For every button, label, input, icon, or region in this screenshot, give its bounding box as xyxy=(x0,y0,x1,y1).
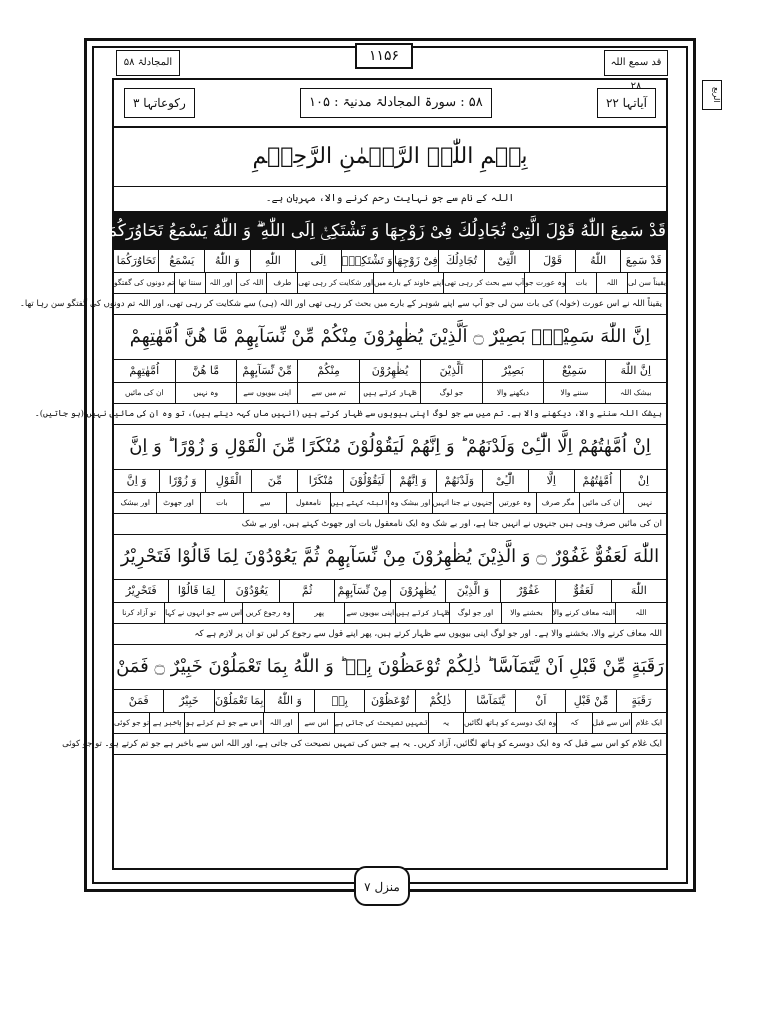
arabic-word-cell: مِنْكُمْ xyxy=(297,360,358,382)
arabic-word-cell: اِلَّا xyxy=(528,470,574,492)
urdu-gloss-cell: سنتا تھا xyxy=(174,273,205,293)
urdu-gloss-cell: نہیں xyxy=(623,493,666,513)
arabic-word-cell: اللّٰهُ xyxy=(575,250,621,272)
urdu-gloss-cell: ظہار کرتے ہیں xyxy=(395,603,449,623)
urdu-gloss-cell: وہ رجوع کریں xyxy=(242,603,293,623)
arabic-verse-line: اِنْ اُمَّهٰتُهُمْ اِلَّا الّٰٓـِٔیْ وَلَدْنَهُمْ ؕ وَ اِنَّهُمْ لَیَقُوْلُوْنَ مُنْكَرًا مِّنَ الْقَوْلِ وَ زُوْرًا ؕ وَ اِنَّ xyxy=(114,425,666,470)
urdu-gloss-cell: یہ xyxy=(428,713,463,733)
urdu-translation-line: بیشک اللہ سننے والا، دیکھنے والا ہے۔ تم میں سے جو لوگ اپنی بیویوں سے ظہار کرتے ہیں (انہیں ماں کہہ دیتے ہیں)، تو وہ ان کی مائیں نہیں (ہو جاتیں)۔ xyxy=(114,404,666,425)
urdu-gloss-cell: اللہ xyxy=(615,603,666,623)
surah-title-band xyxy=(114,80,666,128)
urdu-gloss-cell: اور جھوٹ xyxy=(156,493,199,513)
word-grid xyxy=(114,580,666,603)
surah-title: ۵۸ : سورۃ المجادلۃ مدنیۃ : ۱۰۵ xyxy=(300,88,492,118)
side-tab-label: الربع xyxy=(702,80,722,110)
arabic-word-cell: اللّٰهِ xyxy=(250,250,296,272)
arabic-word-cell: یَّتَمَآسَّا xyxy=(465,690,515,712)
arabic-word-cell: تَحَاوُرَكُمَا xyxy=(116,254,156,267)
urdu-gloss-cell: بیشک اللہ xyxy=(605,383,666,403)
urdu-gloss-cell: اس سے xyxy=(298,713,333,733)
arabic-word-cell: غَفُوْرٌ xyxy=(500,580,555,602)
urdu-gloss-cell: اور بیشک وہ xyxy=(388,493,431,513)
arabic-word-cell: مِّنْ نِّسَآىٕهِمْ xyxy=(236,360,297,382)
urdu-gloss-cell: ان کی مائیں xyxy=(579,493,622,513)
urdu-gloss-cell: مگر صرف xyxy=(536,493,579,513)
manzil-label: منزل ۷ xyxy=(354,866,410,906)
arabic-word-cell: فِیْ زَوْجِهَا xyxy=(393,250,439,272)
gloss-grid xyxy=(114,603,666,624)
urdu-gloss-cell: اس سے جو تم کرتے ہو xyxy=(184,713,263,733)
urdu-translation-line: اللہ معاف کرنے والا، بخشنے والا ہے۔ اور جو لوگ اپنی بیویوں سے ظہار کرتے ہیں، پھر اپنے قول سے رجوع کر لیں تو ان پر لازم ہے کہ xyxy=(114,624,666,645)
word-grid xyxy=(114,690,666,713)
urdu-translation-line: ایک غلام کو اس سے قبل کہ وہ ایک دوسرے کو ہاتھ لگائیں، آزاد کریں۔ یہ ہے جس کی تمہیں نصیحت کی جاتی ہے، اور اللہ اس سے باخبر ہے جو تم کرتے ہو۔ تو جو کوئی xyxy=(114,734,666,755)
arabic-word-cell: ذٰلِكُمْ xyxy=(415,690,465,712)
arabic-word-cell: الَّتِیْ xyxy=(484,250,530,272)
urdu-gloss-cell: تم میں سے xyxy=(297,383,358,403)
urdu-gloss-cell: ظہار کرتے ہیں xyxy=(359,383,420,403)
urdu-gloss-cell: سے xyxy=(243,493,286,513)
urdu-gloss-cell: اللہ کی xyxy=(236,273,267,293)
urdu-gloss-cell: بات xyxy=(565,273,596,293)
arabic-word-cell: اَلَّذِیْنَ xyxy=(420,360,481,382)
arabic-word-cell: قَوْلَ xyxy=(529,250,575,272)
urdu-gloss-cell: اپنی بیویوں سے xyxy=(236,383,297,403)
arabic-word-cell: مِّنْ قَبْلِ xyxy=(565,690,615,712)
arabic-word-cell: وَ الَّذِیْنَ xyxy=(445,580,500,602)
urdu-gloss-cell: البتہ معاف کرنے والا xyxy=(552,603,615,623)
urdu-gloss-cell: اللہ xyxy=(596,273,627,293)
arabic-word-cell: اَنْ xyxy=(515,690,565,712)
arabic-word-cell: یُظٰهِرُوْنَ xyxy=(359,360,420,382)
urdu-translation-line: یقیناً اللہ نے اس عورت (خولہ) کی بات سن لی جو آپ سے اپنے شوہر کے بارے میں بحث کر رہی تھی اور اللہ (ہی) سے شکایت کر رہی تھی، اور اللہ تم دونوں کی گفتگو سن رہا تھا۔ xyxy=(114,294,666,315)
urdu-gloss-cell: نامعقول xyxy=(286,493,329,513)
urdu-gloss-cell: کہ xyxy=(556,713,591,733)
urdu-gloss-cell: طرف xyxy=(266,273,297,293)
urdu-gloss-cell: جنہوں نے جنا انہیں xyxy=(432,493,493,513)
gloss-grid xyxy=(114,383,666,404)
arabic-word-cell: مِّنَ xyxy=(251,470,297,492)
urdu-gloss-cell: وہ نہیں xyxy=(175,383,236,403)
urdu-gloss-cell: ان کی مائیں xyxy=(125,388,164,397)
urdu-gloss-cell: اس سے قبل xyxy=(592,713,631,733)
arabic-word-cell: یَسْمَعُ xyxy=(158,250,204,272)
urdu-gloss-cell: وہ ایک دوسرے کو ہاتھ لگائیں xyxy=(463,713,556,733)
arabic-word-cell: بِمَا تَعْمَلُوْنَ xyxy=(214,690,264,712)
arabic-word-cell: مَّا هُنَّ xyxy=(175,360,236,382)
arabic-word-cell: وَ اللّٰهُ xyxy=(264,690,314,712)
arabic-word-cell: اِنْ xyxy=(620,470,666,492)
arabic-word-cell: ثُمَّ xyxy=(279,580,334,602)
urdu-gloss-cell: پھر xyxy=(293,603,344,623)
verse-blocks xyxy=(19,212,666,755)
arabic-word-cell: وَ اِنَّهُمْ xyxy=(390,470,436,492)
arabic-word-cell: تُوْعَظُوْنَ xyxy=(364,690,414,712)
arabic-word-cell: اُمَّهٰتِهِمْ xyxy=(129,364,160,377)
urdu-translation-line: ان کی مائیں صرف وہی ہیں جنہوں نے انہیں جنا ہے، اور بے شک وہ ایک نامعقول بات اور جھوٹ کہتے ہیں، اور بے شک xyxy=(114,514,666,535)
word-grid xyxy=(114,360,666,383)
urdu-gloss-cell: جو لوگ xyxy=(420,383,481,403)
top-left-label: المجادلۃ ۵۸ xyxy=(116,50,180,76)
arabic-word-cell: وَ زُوْرًا xyxy=(159,470,205,492)
arabic-word-cell: وَ اللّٰهُ xyxy=(204,250,250,272)
arabic-word-cell: اِنَّ اللّٰهَ xyxy=(605,360,666,382)
arabic-word-cell: لِمَا قَالُوْا xyxy=(168,580,223,602)
arabic-word-cell: اُمَّهٰتُهُمْ xyxy=(574,470,620,492)
arabic-word-cell: قَدْ سَمِعَ xyxy=(620,250,666,272)
arabic-word-cell: لَعَفُوٌّ xyxy=(555,580,610,602)
urdu-gloss-cell: اپنے خاوند کے بارے میں xyxy=(373,273,443,293)
arabic-verse-line: قَدْ سَمِعَ اللّٰهُ قَوْلَ الَّتِیْ تُجَادِلُكَ فِیْ زَوْجِهَا وَ تَشْتَكِیْۤ اِلَى اللّٰهِ ۖۗ وَ اللّٰهُ یَسْمَعُ تَحَاوُرَكُمَا xyxy=(114,212,666,250)
word-grid xyxy=(114,250,666,273)
bismillah-translation: اللہ کے نام سے جو نہایت رحم کرنے والا، مہربان ہے۔ xyxy=(114,187,666,212)
urdu-gloss-cell: آپ سے بحث کر رہی تھی xyxy=(443,273,524,293)
urdu-gloss-cell: تمہیں نصیحت کی جاتی ہے xyxy=(334,713,428,733)
arabic-word-cell: فَمَنْ xyxy=(128,694,149,707)
urdu-gloss-cell: یقیناً سن لی xyxy=(627,273,666,293)
ayat-count-label: آیاتہا ۲۲ xyxy=(597,88,656,118)
arabic-word-cell: بِهٖ xyxy=(314,690,364,712)
gloss-grid xyxy=(114,713,666,734)
urdu-gloss-cell: سننے والا xyxy=(543,383,604,403)
urdu-gloss-cell: وہ عورتیں xyxy=(493,493,536,513)
arabic-word-cell: بَصِیْرٌ xyxy=(482,360,543,382)
arabic-word-cell: تُجَادِلُكَ xyxy=(438,250,484,272)
urdu-gloss-cell: ایک غلام xyxy=(631,713,666,733)
arabic-verse-line: رَقَبَةٍ مِّنْ قَبْلِ اَنْ یَّتَمَآسَّا ؕ ذٰلِكُمْ تُوْعَظُوْنَ بِهٖ ؕ وَ اللّٰهُ بِمَا تَعْمَلُوْنَ خَبِیْرٌ ۝ فَمَنْ xyxy=(114,645,666,690)
page-content xyxy=(19,78,668,870)
arabic-verse-line: اللّٰهَ لَعَفُوٌّ غَفُوْرٌ ۝ وَ الَّذِیْنَ یُظٰهِرُوْنَ مِنْ نِّسَآىٕهِمْ ثُمَّ یَعُوْدُوْنَ لِمَا قَالُوْا فَتَحْرِیْرُ xyxy=(114,535,666,580)
urdu-gloss-cell: البتہ کہتے ہیں xyxy=(330,493,389,513)
urdu-gloss-cell: دیکھنے والا xyxy=(482,383,543,403)
arabic-word-cell: الّٰٓـِٔیْ xyxy=(482,470,528,492)
bismillah: بِسۡمِ اللّٰہِ الرَّحۡمٰنِ الرَّحِیۡمِ xyxy=(114,128,666,187)
gloss-grid xyxy=(114,493,666,514)
urdu-gloss-cell: اس سے جو انہوں نے کہا xyxy=(164,603,242,623)
gloss-grid xyxy=(114,273,666,294)
arabic-word-cell: وَ تَشْتَكِیْۤ xyxy=(341,250,393,272)
urdu-gloss-cell: بخشنے والا xyxy=(501,603,552,623)
urdu-gloss-cell: اور بیشک xyxy=(120,498,150,507)
arabic-word-cell: سَمِیْعٌ xyxy=(543,360,604,382)
urdu-gloss-cell: اور اللہ xyxy=(263,713,298,733)
arabic-word-cell: الْقَوْلِ xyxy=(205,470,251,492)
word-grid xyxy=(114,470,666,493)
arabic-word-cell: مِنْ نِّسَآىٕهِمْ xyxy=(334,580,389,602)
page-number: ۱۱۵۶ xyxy=(355,43,413,69)
arabic-word-cell: خَبِیْرٌ xyxy=(163,690,213,712)
urdu-gloss-cell: اور جو لوگ xyxy=(449,603,500,623)
arabic-word-cell: یَعُوْدُوْنَ xyxy=(224,580,279,602)
arabic-word-cell: وَ اِنَّ xyxy=(126,474,147,487)
urdu-gloss-cell: اپنی بیویوں سے xyxy=(344,603,395,623)
arabic-word-cell: لَیَقُوْلُوْنَ xyxy=(343,470,389,492)
arabic-verse-line: اِنَّ اللّٰهَ سَمِیْعٌۢ بَصِیْرٌ ۝ اَلَّذِیْنَ یُظٰهِرُوْنَ مِنْكُمْ مِّنْ نِّسَآىٕهِمْ مَّا هُنَّ اُمَّهٰتِهِمْ xyxy=(114,315,666,360)
top-right-label: قد سمع اللہ ۲۸ xyxy=(604,50,668,76)
ruku-count-label: رکوعاتہا ۳ xyxy=(124,88,195,118)
arabic-word-cell: یُظٰهِرُوْنَ xyxy=(390,580,445,602)
arabic-word-cell: رَقَبَةٍ xyxy=(616,690,666,712)
arabic-word-cell: وَلَدْنَهُمْ xyxy=(436,470,482,492)
urdu-gloss-cell: تو آزاد کرنا xyxy=(122,608,157,617)
urdu-gloss-cell: بات xyxy=(200,493,243,513)
arabic-word-cell: اِلَى xyxy=(295,250,341,272)
urdu-gloss-cell: باخبر ہے xyxy=(149,713,184,733)
urdu-gloss-cell: وہ عورت جو xyxy=(524,273,565,293)
urdu-gloss-cell: اور اللہ xyxy=(205,273,236,293)
arabic-word-cell: اللّٰهَ xyxy=(611,580,666,602)
arabic-word-cell: مُنْكَرًا xyxy=(297,470,343,492)
arabic-word-cell: فَتَحْرِیْرُ xyxy=(125,584,157,597)
urdu-gloss-cell: تم دونوں کی گفتگو xyxy=(114,278,175,287)
urdu-gloss-cell: تو جو کوئی xyxy=(114,718,150,727)
urdu-gloss-cell: اور شکایت کر رہی تھی xyxy=(297,273,373,293)
